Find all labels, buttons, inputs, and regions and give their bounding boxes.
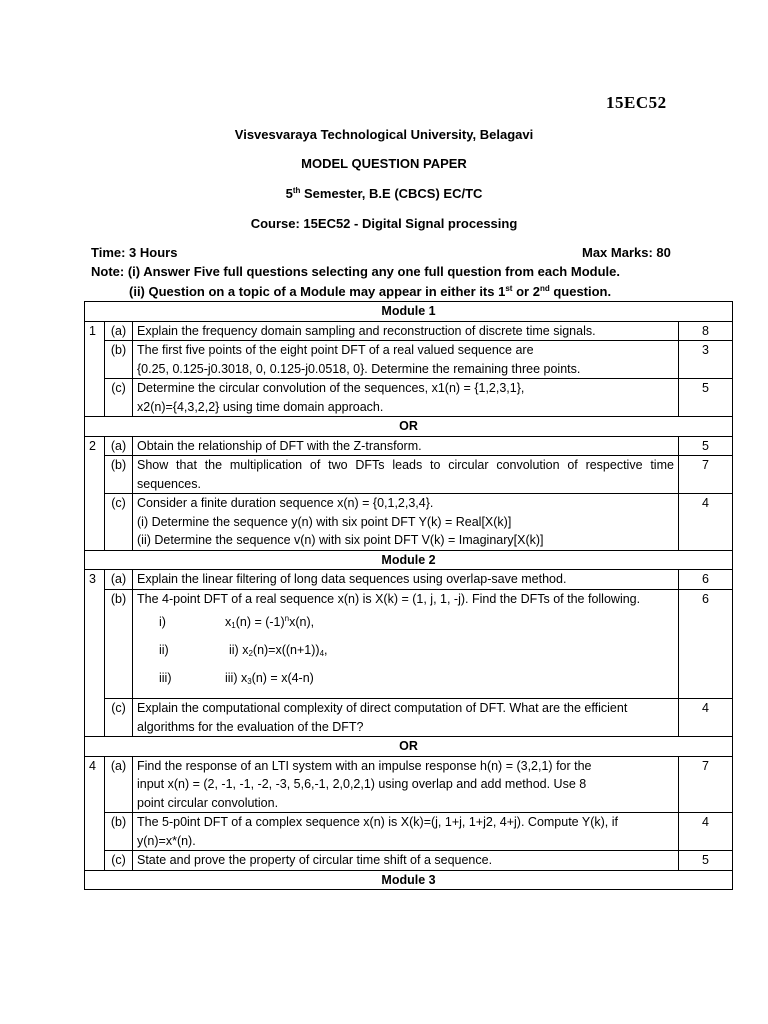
sub-question-label: (a) (105, 321, 133, 341)
question-text (133, 589, 679, 699)
module-2-header-row (85, 550, 733, 570)
note-2-part-b: or 2 (512, 284, 540, 299)
table-row (85, 379, 733, 417)
marks: 7 (678, 456, 732, 494)
note-2-part-c: question. (549, 284, 612, 299)
expr-part: (n) = (-1) (235, 614, 285, 629)
text-line: The 5-p0int DFT of a complex sequence x(n) is X(k)=(j, 1+j, 1+j2, 4+j). Compute Y(k), if (137, 815, 618, 829)
semester-suffix: th (292, 186, 301, 195)
text-line: Consider a finite duration sequence x(n) = {0,1,2,3,4}. (137, 496, 434, 510)
question-table (84, 301, 733, 890)
question-text (133, 494, 679, 551)
text-line: point circular convolution. (137, 795, 279, 810)
question-text: Obtain the relationship of DFT with the Z-transform. (133, 436, 679, 456)
module-1-heading: Module 1 (85, 302, 733, 322)
expr-subscript: 1 (231, 620, 236, 630)
table-row (85, 851, 733, 871)
expr-part: (n) = x(4-n) (251, 670, 314, 685)
note-line-1: Note: (i) Answer Five full questions selecting any one full question from each Module. (91, 264, 620, 279)
list-item (137, 608, 674, 636)
marks: 5 (678, 379, 732, 417)
note-2-sup-1: st (505, 284, 513, 293)
question-text (133, 813, 679, 851)
table-row (85, 456, 733, 494)
question-text: Show that the multiplication of two DFTs leads to circular convolution of respective time sequences. (133, 456, 679, 494)
semester-number: 5 (285, 186, 293, 201)
note-2-part-a: (ii) Question on a topic of a Module may appear in either its 1 (129, 284, 506, 299)
text-line: input x(n) = (2, -1, -1, -2, -3, 5,6,-1, 2,0,2,1) using overlap and add method. Use 8 (137, 777, 587, 791)
expr-part: iii) x (225, 670, 248, 685)
expr-part: (n)=x((n+1)) (252, 642, 320, 657)
question-text: Explain the computational complexity of direct computation of DFT. What are the efficient algorithms for the evaluation of the DFT? (133, 699, 679, 737)
note-line-2 (129, 284, 611, 299)
question-text (133, 379, 679, 417)
expr-part: ii) x (229, 642, 249, 657)
or-separator: OR (85, 417, 733, 437)
item-label: iii) (159, 670, 172, 685)
table-row (85, 813, 733, 851)
expr-subscript: 3 (247, 676, 252, 686)
expr-subscript: 4 (319, 648, 325, 658)
module-2-heading: Module 2 (85, 550, 733, 570)
text-line: (ii) Determine the sequence v(n) with six point DFT V(k) = Imaginary[X(k)] (137, 533, 544, 547)
or-row (85, 417, 733, 437)
text-line: x2(n)={4,3,2,2} using time domain approach. (137, 399, 384, 414)
list-item (137, 664, 674, 692)
marks: 7 (678, 756, 732, 813)
expr-part: x(n), (289, 614, 315, 629)
sub-question-label: (c) (105, 699, 133, 737)
text-line: The first five points of the eight point DFT of a real valued sequence are (137, 343, 534, 357)
university-name: Visvesvaraya Technological University, Belagavi (234, 127, 534, 142)
note-2-sup-2: nd (539, 284, 550, 293)
sub-question-label: (c) (105, 851, 133, 871)
marks: 5 (678, 851, 732, 871)
question-text: Explain the linear filtering of long data sequences using overlap-save method. (133, 570, 679, 590)
table-row (85, 494, 733, 551)
sub-question-label: (b) (105, 341, 133, 379)
course-title: Course: 15EC52 - Digital Signal processing (250, 216, 518, 231)
sub-question-label: (a) (105, 756, 133, 813)
question-text: Explain the frequency domain sampling and reconstruction of discrete time signals. (133, 321, 679, 341)
table-row (85, 699, 733, 737)
expr-superscript: n (284, 613, 290, 623)
module-1-header-row (85, 302, 733, 322)
sub-question-label: (a) (105, 570, 133, 590)
sub-question-label: (c) (105, 494, 133, 551)
table-row (85, 321, 733, 341)
sub-question-label: (b) (105, 456, 133, 494)
max-marks: Max Marks: 80 (582, 245, 671, 260)
question-text (133, 341, 679, 379)
module-3-heading: Module 3 (85, 870, 733, 890)
semester-text: Semester, B.E (CBCS) EC/TC (300, 186, 483, 201)
time-duration: Time: 3 Hours (91, 245, 178, 260)
list-item (137, 636, 674, 664)
marks: 6 (678, 589, 732, 699)
item-expression (225, 669, 314, 688)
or-separator: OR (85, 737, 733, 757)
semester-line (0, 186, 768, 201)
table-row (85, 570, 733, 590)
question-number: 2 (85, 436, 105, 550)
sub-question-label: (b) (105, 813, 133, 851)
table-row (85, 436, 733, 456)
or-row (85, 737, 733, 757)
question-number: 1 (85, 321, 105, 417)
course-code: 15EC52 (606, 93, 667, 112)
question-text (133, 756, 679, 813)
question-text: State and prove the property of circular time shift of a sequence. (133, 851, 679, 871)
text-line: {0.25, 0.125-j0.3018, 0, 0.125-j0.0518, 0}. Determine the remaining three points. (137, 361, 581, 376)
expr-part: , (324, 642, 328, 657)
table-row (85, 341, 733, 379)
question-number: 4 (85, 756, 105, 870)
text-line: The 4-point DFT of a real sequence x(n) is X(k) = (1, j, 1, -j). Find the DFTs of the following. (137, 591, 641, 606)
marks: 4 (678, 699, 732, 737)
expr-part: x (225, 614, 232, 629)
expr-subscript: 2 (248, 648, 253, 658)
text-line: y(n)=x*(n). (137, 833, 196, 848)
marks: 4 (678, 813, 732, 851)
marks: 3 (678, 341, 732, 379)
sub-question-label: (b) (105, 589, 133, 699)
item-label: i) (159, 614, 166, 629)
sub-question-label: (c) (105, 379, 133, 417)
module-3-header-row (85, 870, 733, 890)
paper-type: MODEL QUESTION PAPER (301, 156, 467, 171)
item-label: ii) (159, 642, 169, 657)
table-row (85, 589, 733, 699)
text-line: (i) Determine the sequence y(n) with six point DFT Y(k) = Real[X(k)] (137, 514, 512, 529)
sub-question-label: (a) (105, 436, 133, 456)
item-expression (225, 613, 314, 632)
item-expression (225, 641, 328, 660)
text-line: Determine the circular convolution of the sequences, x1(n) = {1,2,3,1}, (137, 381, 525, 395)
question-number: 3 (85, 570, 105, 737)
text-line: Find the response of an LTI system with an impulse response h(n) = (3,2,1) for the (137, 758, 592, 773)
marks: 5 (678, 436, 732, 456)
marks: 4 (678, 494, 732, 551)
marks: 6 (678, 570, 732, 590)
marks: 8 (678, 321, 732, 341)
table-row (85, 756, 733, 813)
